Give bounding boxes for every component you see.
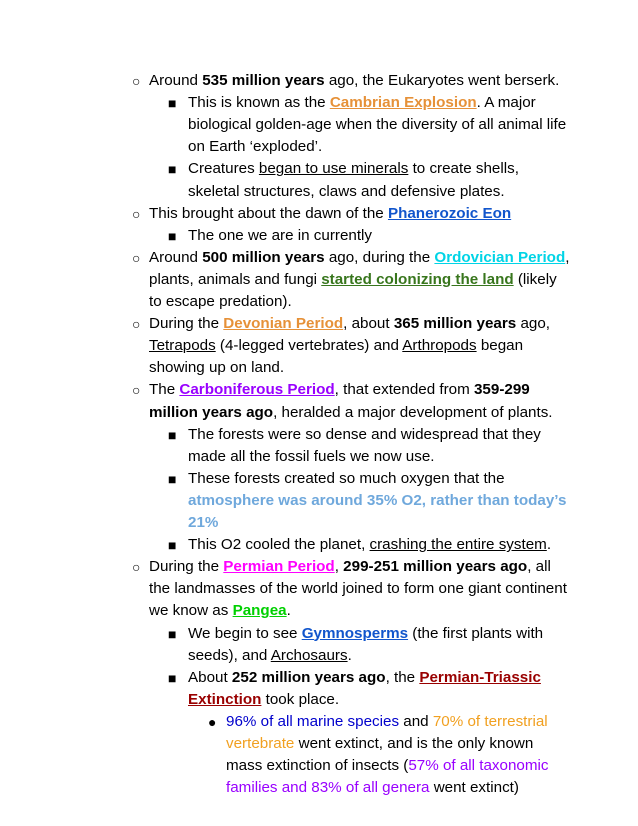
highlighted-text: 535 million years	[202, 72, 325, 89]
highlighted-text: Gymnosperms	[301, 624, 409, 642]
highlighted-text: started colonizing the land	[321, 270, 514, 288]
text-run: (the first plants with	[408, 624, 544, 642]
square-bullet-icon: ■	[168, 537, 177, 554]
text-line	[226, 733, 533, 755]
text-run: ,	[334, 558, 344, 576]
hollow-circle-bullet-icon: ○	[132, 559, 141, 576]
highlighted-text: 252 million years ago	[231, 668, 386, 686]
text-run: This is known as the	[188, 94, 330, 112]
highlighted-text: crashing the entire system	[369, 536, 547, 554]
text-run: mass extinction of insects (	[226, 757, 409, 775]
text-line	[149, 578, 567, 600]
text-run: , heralded a major development of plants.	[273, 403, 553, 421]
hollow-circle-bullet-icon: ○	[132, 249, 141, 266]
highlighted-text: Tetrapods	[149, 337, 216, 355]
highlighted-text: families and 83% of all genera	[226, 779, 430, 797]
text-run: . A major	[476, 94, 536, 112]
text-line	[149, 269, 557, 291]
highlighted-text: 359-299	[473, 381, 530, 399]
square-bullet-icon: ■	[168, 161, 177, 178]
text-line	[188, 446, 435, 468]
text-line	[149, 379, 530, 401]
text-run: During the	[149, 558, 224, 576]
highlighted-text: Extinction	[188, 690, 262, 708]
highlighted-text: Permian-Triassic	[419, 668, 541, 686]
text-run: plants, animals and fungi	[149, 270, 322, 288]
text-run: we know as	[149, 602, 233, 620]
highlighted-text: million years ago	[149, 403, 274, 421]
text-run: the landmasses of the world joined to form one giant continent	[149, 580, 567, 598]
text-run: The one we are in currently	[188, 226, 373, 244]
text-line	[188, 623, 543, 645]
text-line	[149, 70, 559, 92]
highlighted-text: atmosphere was around 35% O2, rather than today’s	[188, 491, 567, 509]
text-run: skeletal structures, claws and defensive plates.	[188, 182, 505, 200]
text-line	[149, 402, 553, 424]
text-run: .	[286, 602, 291, 620]
text-run: .	[546, 536, 552, 554]
highlighted-text: 500 million years	[202, 248, 325, 266]
text-run: , the	[385, 668, 420, 686]
text-line	[149, 556, 551, 578]
text-run: (likely	[513, 270, 557, 288]
square-bullet-icon: ■	[168, 426, 177, 443]
hollow-circle-bullet-icon: ○	[132, 73, 141, 89]
square-bullet-icon: ■	[168, 470, 177, 487]
text-run: Around	[149, 72, 203, 89]
square-bullet-icon: ■	[168, 625, 177, 642]
text-line	[188, 114, 566, 136]
filled-circle-bullet-icon: ●	[208, 713, 217, 730]
text-run: (4-legged vertebrates) and	[215, 337, 403, 355]
text-line	[149, 247, 569, 269]
text-line	[188, 689, 339, 711]
text-run: These forests created so much oxygen that the	[188, 469, 505, 487]
text-run: ago, during the	[324, 248, 435, 266]
hollow-circle-bullet-icon: ○	[132, 382, 141, 399]
highlighted-text: vertebrate	[226, 735, 295, 752]
text-line	[188, 424, 541, 446]
highlighted-text: 57% of all taxonomic	[408, 757, 549, 775]
text-line	[188, 225, 372, 247]
square-bullet-icon: ■	[168, 669, 177, 686]
text-run: went extinct)	[429, 779, 519, 797]
text-run: showing up on land.	[149, 359, 285, 377]
text-line	[188, 490, 566, 512]
text-run: went extinct, and is the only known	[294, 735, 534, 752]
highlighted-text: Pangea	[232, 602, 287, 620]
text-run: During the	[149, 315, 224, 333]
text-line	[149, 203, 511, 225]
text-run: The forests were so dense and widespread that they	[188, 425, 541, 443]
text-run: , about	[343, 315, 394, 333]
text-run: ,	[565, 248, 570, 266]
text-run: biological golden-age when the diversity of all animal life	[188, 116, 567, 134]
highlighted-text: 299-251 million years ago	[343, 558, 528, 576]
text-run: About	[188, 668, 232, 686]
highlighted-text: Phanerozoic Eon	[387, 204, 512, 222]
highlighted-text: Carboniferous Period	[179, 381, 335, 399]
text-run: ago,	[516, 315, 551, 333]
text-run: took place.	[261, 690, 340, 708]
text-run: The	[149, 381, 180, 399]
text-line	[149, 313, 550, 335]
highlighted-text: Archosaurs	[270, 646, 348, 664]
text-line	[188, 468, 505, 490]
text-line	[188, 645, 352, 667]
hollow-circle-bullet-icon: ○	[132, 316, 141, 333]
text-line	[188, 181, 505, 203]
highlighted-text: Permian Period	[223, 558, 335, 576]
text-line	[188, 534, 551, 556]
highlighted-text: 70% of terrestrial	[432, 712, 548, 730]
text-run: seeds), and	[188, 646, 271, 664]
text-run: began	[476, 337, 524, 355]
highlighted-text: 96% of all marine species	[226, 712, 400, 730]
text-line	[226, 711, 548, 733]
text-line	[188, 667, 541, 689]
text-run: Creatures	[188, 160, 259, 178]
text-line	[149, 291, 292, 313]
text-line	[149, 335, 523, 357]
highlighted-text: Ordovician Period	[434, 248, 566, 266]
text-run: on Earth ‘exploded’.	[188, 138, 323, 156]
text-line	[149, 600, 291, 622]
square-bullet-icon: ■	[168, 227, 177, 244]
highlighted-text: began to use minerals	[258, 160, 409, 178]
text-run: Around	[149, 248, 203, 266]
text-run: This O2 cooled the planet,	[188, 536, 370, 554]
text-run: This brought about the dawn of the	[149, 204, 388, 222]
square-bullet-icon: ■	[168, 95, 177, 112]
text-line	[188, 136, 322, 158]
text-run: .	[347, 646, 352, 664]
highlighted-text: Devonian Period	[223, 315, 344, 333]
highlighted-text: 365 million years	[393, 315, 517, 333]
text-run: ago, the Eukaryotes went berserk.	[324, 72, 560, 89]
text-run: to create shells,	[408, 160, 519, 178]
text-run: , all	[527, 558, 551, 576]
text-run: made all the fossil fuels we now use.	[188, 447, 435, 465]
text-line	[188, 92, 536, 114]
hollow-circle-bullet-icon: ○	[132, 205, 141, 222]
highlighted-text: Cambrian Explosion	[329, 94, 477, 112]
text-run: and	[399, 712, 433, 730]
highlighted-text: Arthropods	[402, 337, 477, 355]
text-run: We begin to see	[188, 624, 302, 642]
text-line	[226, 755, 548, 777]
text-line	[149, 357, 284, 379]
text-line	[188, 158, 519, 180]
text-run: , that extended from	[334, 381, 474, 399]
highlighted-text: 21%	[188, 514, 219, 531]
text-run: to escape predation).	[149, 293, 292, 310]
text-line	[188, 512, 218, 534]
text-line	[226, 777, 519, 799]
